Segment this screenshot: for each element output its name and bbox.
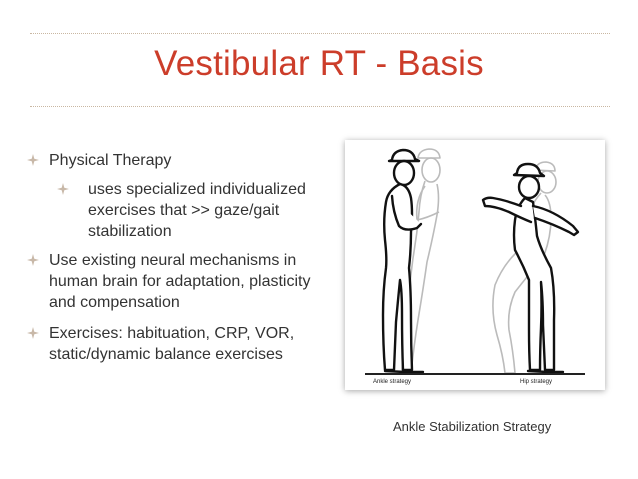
figure-caption: Ankle Stabilization Strategy: [393, 419, 552, 434]
bullet-marker-icon: [27, 254, 39, 266]
bullet-text: Use existing neural mechanisms in human brain for adaptation, plasticity and compensation: [49, 252, 311, 311]
bullet-marker-icon: [27, 327, 39, 339]
bullet-marker-icon: [27, 154, 39, 166]
ankle-strategy-label: Ankle strategy: [373, 379, 412, 385]
bullet-item: [27, 323, 327, 365]
bullet-item: [27, 250, 327, 313]
top-divider: [30, 33, 610, 34]
bullet-item: [27, 150, 327, 171]
ankle-person-figure: [383, 150, 423, 372]
balance-strategy-illustration: [345, 140, 605, 390]
hip-strategy-label: Hip strategy: [520, 379, 553, 385]
bullet-text: uses specialized individualized exercises that >> gaze/gait stabilization: [88, 181, 306, 240]
bullet-text: Exercises: habituation, CRP, VOR, static/dynamic balance exercises: [49, 325, 295, 363]
title-divider: [30, 106, 610, 107]
balance-strategy-figure: [345, 140, 605, 390]
bullet-marker-icon: [57, 183, 69, 195]
slide-title: Vestibular RT - Basis: [154, 44, 484, 83]
bullet-list: [27, 150, 327, 365]
sub-bullet-item: [53, 179, 327, 242]
bullet-text: Physical Therapy: [49, 152, 172, 169]
hip-person-figure: [483, 164, 578, 372]
